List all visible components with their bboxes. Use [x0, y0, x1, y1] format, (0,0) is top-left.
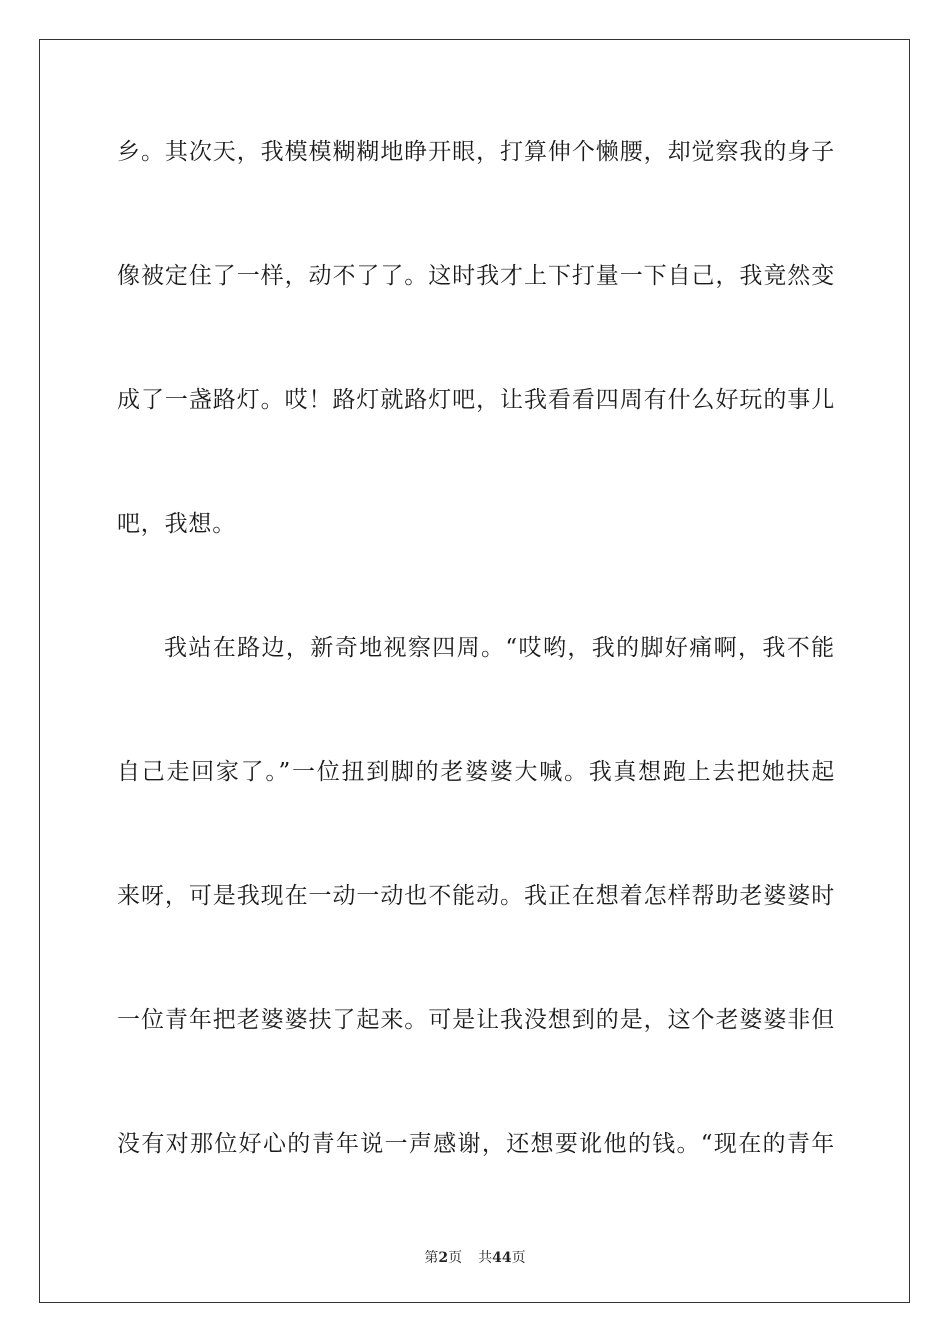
total-prefix: 共	[478, 1250, 493, 1266]
text-line: 成了一盏路灯。哎！路灯就路灯吧，让我看看四周有什么好玩的事儿	[117, 387, 835, 413]
page-prefix: 第	[424, 1250, 439, 1266]
total-suffix: 页	[511, 1250, 526, 1266]
text-line: 我站在路边，新奇地视察四周。“哎哟，我的脚好痛啊，我不能	[164, 635, 835, 661]
body-text	[117, 130, 835, 1246]
text-line: 一位青年把老婆婆扶了起来。可是让我没想到的是，这个老婆婆非但	[117, 1007, 835, 1033]
text-line: 自己走回家了。”一位扭到脚的老婆婆大喊。我真想跑上去把她扶起	[117, 759, 835, 785]
text-line: 像被定住了一样，动不了了。这时我才上下打量一下自己，我竟然变	[117, 263, 835, 289]
text-line: 没有对那位好心的青年说一声感谢，还想要讹他的钱。“现在的青年	[117, 1131, 835, 1157]
text-line: 吧，我想。	[117, 511, 236, 537]
page-suffix: 页	[448, 1250, 463, 1266]
text-line: 乡。其次天，我模模糊糊地睁开眼，打算伸个懒腰，却觉察我的身子	[117, 139, 835, 165]
page-footer	[0, 1247, 950, 1267]
text-line: 来呀，可是我现在一动一动也不能动。我正在想着怎样帮助老婆婆时	[117, 883, 835, 909]
total-pages: 44	[492, 1250, 512, 1266]
page-number: 2	[438, 1250, 449, 1266]
